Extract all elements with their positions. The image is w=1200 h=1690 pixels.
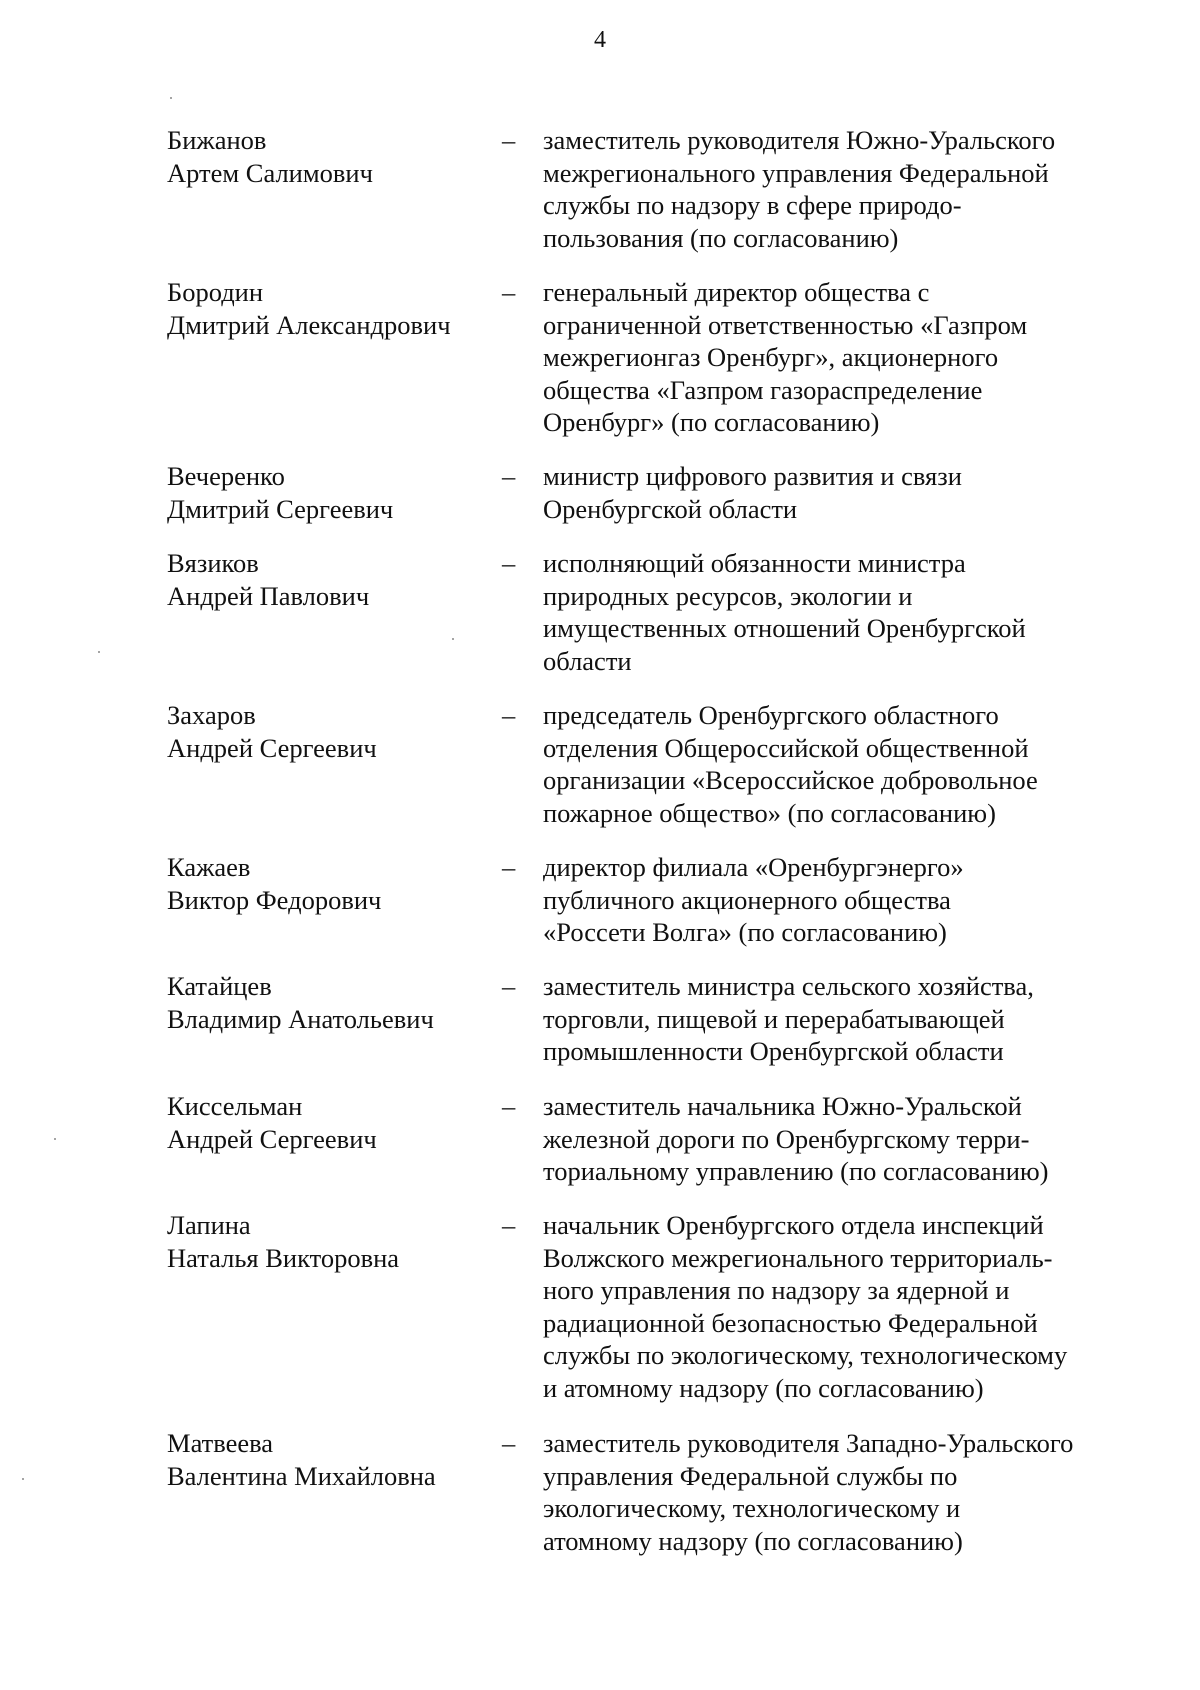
position-line: межрегионального управления Федеральной bbox=[543, 157, 1049, 188]
scan-speck bbox=[170, 97, 172, 99]
member-given-names: Артем Салимович bbox=[167, 157, 373, 188]
member-name bbox=[167, 124, 497, 189]
position-line: пользования (по согласованию) bbox=[543, 222, 899, 253]
member-name bbox=[167, 1090, 497, 1155]
member-given-names: Андрей Павлович bbox=[167, 580, 370, 611]
member-name bbox=[167, 460, 497, 525]
position-line: Оренбургской области bbox=[543, 493, 798, 524]
member-position bbox=[543, 124, 1143, 254]
position-line: железной дороги по Оренбургскому терри- bbox=[543, 1123, 1030, 1154]
position-line: службы по экологическому, технологическому bbox=[543, 1340, 1068, 1370]
position-line: природных ресурсов, экологии и bbox=[543, 580, 913, 611]
position-line: министр цифрового развития и связи bbox=[543, 461, 962, 491]
position-line: службы по надзору в сфере природо- bbox=[543, 190, 962, 220]
position-line: генеральный директор общества с bbox=[543, 277, 930, 307]
position-line: ограниченной ответственностью «Газпром bbox=[543, 309, 1028, 340]
dash-separator: – bbox=[502, 548, 516, 578]
member-name bbox=[167, 970, 497, 1035]
position-line: «Россети Волга» (по согласованию) bbox=[543, 917, 947, 947]
member-surname: Бижанов bbox=[167, 125, 267, 155]
dash-separator: – bbox=[502, 852, 516, 882]
position-line: исполняющий обязанности министра bbox=[543, 548, 966, 578]
position-line: ториальному управлению (по согласованию) bbox=[543, 1156, 1049, 1186]
dash-separator: – bbox=[502, 971, 516, 1001]
position-line: промышленности Оренбургской области bbox=[543, 1036, 1004, 1066]
position-line: заместитель министра сельского хозяйства, bbox=[543, 971, 1034, 1001]
member-position bbox=[543, 547, 1143, 677]
position-line: заместитель начальника Южно-Уральской bbox=[543, 1091, 1022, 1121]
dash-separator: – bbox=[502, 700, 516, 730]
position-line: начальник Оренбургского отдела инспекций bbox=[543, 1210, 1044, 1240]
position-line: имущественных отношений Оренбургской bbox=[543, 613, 1026, 643]
member-surname: Матвеева bbox=[167, 1428, 274, 1458]
position-line: области bbox=[543, 645, 632, 676]
member-surname: Катайцев bbox=[167, 971, 272, 1001]
position-line: и атомному надзору (по согласованию) bbox=[543, 1372, 984, 1403]
dash-separator: – bbox=[502, 461, 516, 491]
member-name bbox=[167, 699, 497, 764]
member-surname: Кажаев bbox=[167, 852, 251, 882]
member-name bbox=[167, 1427, 497, 1492]
member-given-names: Владимир Анатольевич bbox=[167, 1003, 434, 1034]
scan-speck bbox=[54, 1138, 56, 1140]
dash-separator: – bbox=[502, 277, 516, 307]
member-position bbox=[543, 699, 1143, 829]
position-line: заместитель руководителя Западно-Уральского bbox=[543, 1428, 1074, 1458]
position-line: атомному надзору (по согласованию) bbox=[543, 1525, 963, 1556]
member-surname: Киссельман bbox=[167, 1091, 303, 1121]
scan-speck bbox=[98, 651, 100, 653]
position-line: ного управления по надзору за ядерной и bbox=[543, 1275, 1010, 1305]
position-line: Оренбург» (по согласованию) bbox=[543, 407, 880, 437]
position-line: торговли, пищевой и перерабатывающей bbox=[543, 1003, 1005, 1034]
position-line: управления Федеральной службы по bbox=[543, 1460, 958, 1491]
member-position bbox=[543, 1427, 1143, 1557]
member-given-names: Виктор Федорович bbox=[167, 884, 382, 915]
member-position bbox=[543, 1090, 1143, 1188]
member-given-names: Андрей Сергеевич bbox=[167, 1123, 377, 1154]
member-given-names: Дмитрий Сергеевич bbox=[167, 493, 394, 524]
member-surname: Вязиков bbox=[167, 548, 259, 578]
member-name bbox=[167, 851, 497, 916]
member-surname: Лапина bbox=[167, 1210, 251, 1240]
member-position bbox=[543, 851, 1143, 949]
position-line: межрегионгаз Оренбург», акционерного bbox=[543, 342, 999, 372]
position-line: отделения Общероссийской общественной bbox=[543, 732, 1029, 763]
member-given-names: Валентина Михайловна bbox=[167, 1460, 436, 1491]
dash-separator: – bbox=[502, 125, 516, 155]
member-surname: Захаров bbox=[167, 700, 256, 730]
position-line: председатель Оренбургского областного bbox=[543, 700, 999, 730]
member-name bbox=[167, 276, 497, 341]
member-position bbox=[543, 276, 1143, 439]
member-given-names: Дмитрий Александрович bbox=[167, 309, 451, 340]
member-name bbox=[167, 1209, 497, 1274]
dash-separator: – bbox=[502, 1428, 516, 1458]
member-surname: Бородин bbox=[167, 277, 264, 307]
member-surname: Вечеренко bbox=[167, 461, 285, 491]
page-number: 4 bbox=[594, 27, 606, 53]
member-given-names: Наталья Викторовна bbox=[167, 1242, 400, 1273]
scan-speck bbox=[22, 1478, 24, 1480]
dash-separator: – bbox=[502, 1210, 516, 1240]
position-line: пожарное общество» (по согласованию) bbox=[543, 797, 996, 828]
position-line: заместитель руководителя Южно-Уральского bbox=[543, 125, 1056, 155]
dash-separator: – bbox=[502, 1091, 516, 1121]
position-line: директор филиала «Оренбургэнерго» bbox=[543, 852, 964, 882]
position-line: Волжского межрегионального территориаль- bbox=[543, 1242, 1053, 1273]
position-line: экологическому, технологическому и bbox=[543, 1493, 961, 1523]
position-line: организации «Всероссийское добровольное bbox=[543, 765, 1038, 795]
position-line: общества «Газпром газораспределение bbox=[543, 374, 983, 405]
member-position bbox=[543, 1209, 1143, 1404]
position-line: радиационной безопасностью Федеральной bbox=[543, 1307, 1038, 1338]
position-line: публичного акционерного общества bbox=[543, 884, 951, 915]
scan-speck bbox=[452, 638, 454, 640]
member-name bbox=[167, 547, 497, 612]
member-given-names: Андрей Сергеевич bbox=[167, 732, 377, 763]
member-position bbox=[543, 970, 1143, 1068]
member-position bbox=[543, 460, 1143, 525]
